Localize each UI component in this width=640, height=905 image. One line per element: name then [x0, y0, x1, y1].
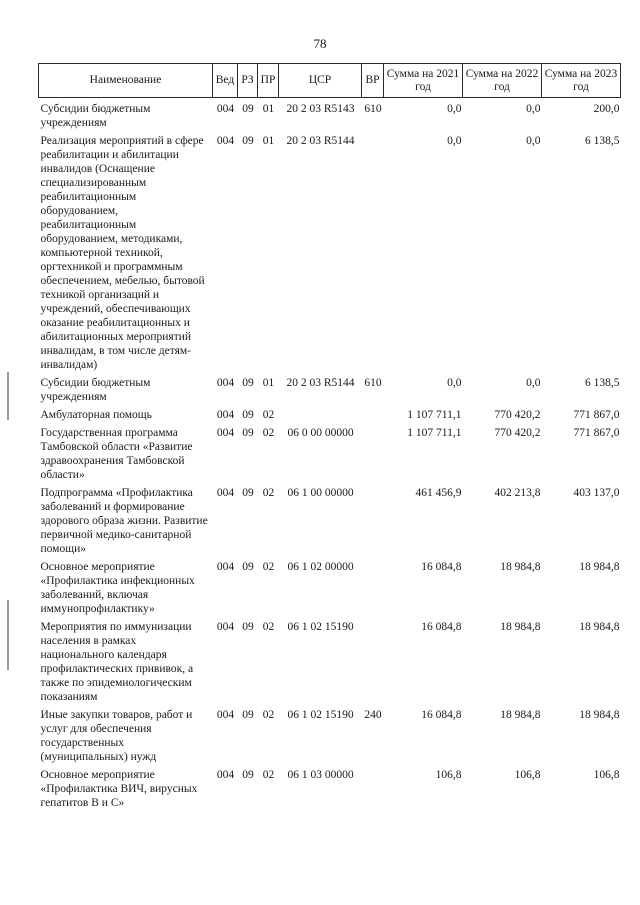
row-rz: 09	[242, 377, 254, 389]
row-csr: 06 0 00 00000	[287, 427, 354, 439]
row-csr: 20 2 03 R5144	[286, 377, 355, 389]
row-vr: 240	[364, 709, 382, 721]
row-vr	[362, 404, 384, 422]
table-row	[39, 556, 621, 616]
row-sum-2021: 106,8	[435, 769, 462, 781]
row-pr: 01	[262, 103, 275, 115]
row-sum-2021: 0,0	[447, 135, 462, 147]
header-name: Наименование	[39, 64, 213, 98]
row-pr: 02	[262, 427, 275, 439]
row-sum-2022: 402 213,8	[494, 487, 541, 499]
row-csr: 06 1 02 15190	[287, 709, 354, 721]
table-row	[39, 704, 621, 764]
table-row	[39, 98, 621, 131]
row-ved: 004	[216, 427, 235, 439]
row-sum-2021: 1 107 711,1	[407, 427, 462, 439]
header-ved: Вед	[213, 64, 238, 98]
row-rz: 09	[242, 561, 254, 573]
row-sum-2022: 18 984,8	[500, 561, 541, 573]
row-sum-2022: 18 984,8	[500, 621, 541, 633]
row-name: Мероприятия по иммунизации населения в рамках национального календаря профилактических прививок, а также по эпидемиологическим показаниям	[40, 621, 194, 703]
margin-scan-mark	[7, 372, 9, 420]
row-rz: 09	[242, 135, 254, 147]
budget-table	[38, 63, 621, 810]
row-name: Основное мероприятие «Профилактика ВИЧ, вирусных гепатитов В и С»	[40, 769, 198, 809]
row-sum-2021: 461 456,9	[415, 487, 462, 499]
row-vr	[362, 130, 384, 372]
row-vr: 610	[364, 377, 382, 389]
row-name: Основное мероприятие «Профилактика инфекционных заболеваний, включая иммунопрофилактику»	[40, 561, 195, 615]
header-vr: ВР	[362, 64, 384, 98]
row-sum-2022: 18 984,8	[500, 709, 541, 721]
row-name: Иные закупки товаров, работ и услуг для обеспечения государственных (муниципальных) нужд	[40, 709, 193, 763]
table-row	[39, 616, 621, 704]
row-sum-2022: 770 420,2	[494, 409, 541, 421]
row-ved: 004	[216, 709, 235, 721]
row-sum-2023: 18 984,8	[579, 621, 620, 633]
row-rz: 09	[242, 427, 254, 439]
margin-scan-mark	[7, 600, 9, 670]
header-sum-2021: Сумма на 2021 год	[384, 64, 463, 98]
row-ved: 004	[216, 487, 235, 499]
row-sum-2023: 18 984,8	[579, 709, 620, 721]
row-pr: 01	[262, 135, 275, 147]
row-pr: 02	[262, 769, 275, 781]
row-ved: 004	[216, 103, 235, 115]
row-pr: 01	[262, 377, 275, 389]
row-vr	[362, 482, 384, 556]
header-csr: ЦСР	[279, 64, 362, 98]
row-sum-2021: 1 107 711,1	[407, 409, 462, 421]
row-csr: 20 2 03 R5143	[286, 103, 355, 115]
row-vr	[362, 764, 384, 810]
row-sum-2021: 0,0	[447, 103, 462, 115]
row-sum-2023: 6 138,5	[585, 377, 620, 389]
row-pr: 02	[262, 709, 275, 721]
table-row	[39, 372, 621, 404]
row-sum-2022: 0,0	[526, 135, 541, 147]
row-vr	[362, 616, 384, 704]
row-name: Подпрограмма «Профилактика заболеваний и формирование здорового образа жизни. Развитие первичной медико-санитарной помощи»	[40, 487, 208, 555]
row-sum-2023: 771 867,0	[573, 427, 620, 439]
table-row	[39, 764, 621, 810]
row-sum-2023: 403 137,0	[573, 487, 620, 499]
row-name: Реализация мероприятий в сфере реабилитации и абилитации инвалидов (Оснащение специализированным реабилитационным оборудованием, реабилитационным оборудованием, методиками, компьютерной техникой, оргтехникой и программным обеспечением, мебелью, бытовой техникой организаций и учреждений, обеспечивающих оказание реабилитационных и абилитационных мероприятий инвалидам, в том числе детям-инвалидам)	[40, 135, 205, 371]
row-rz: 09	[242, 409, 254, 421]
header-pr: ПР	[258, 64, 279, 98]
row-name: Государственная программа Тамбовской области «Развитие здравоохранения Тамбовской области»	[40, 427, 193, 481]
row-sum-2021: 16 084,8	[421, 709, 462, 721]
row-sum-2022: 770 420,2	[494, 427, 541, 439]
row-ved: 004	[216, 621, 235, 633]
row-pr: 02	[262, 487, 275, 499]
table-row	[39, 422, 621, 482]
row-sum-2023: 200,0	[593, 103, 620, 115]
row-sum-2022: 0,0	[526, 103, 541, 115]
row-sum-2021: 0,0	[447, 377, 462, 389]
header-sum-2022: Сумма на 2022 год	[463, 64, 542, 98]
row-csr: 06 1 02 00000	[287, 561, 354, 573]
table-row	[39, 130, 621, 372]
row-name: Амбулаторная помощь	[40, 409, 152, 421]
row-vr	[362, 422, 384, 482]
row-sum-2023: 18 984,8	[579, 561, 620, 573]
header-sum-2023: Сумма на 2023 год	[542, 64, 621, 98]
row-vr: 610	[364, 103, 382, 115]
row-ved: 004	[216, 377, 235, 389]
table-row	[39, 404, 621, 422]
row-rz: 09	[242, 621, 254, 633]
row-rz: 09	[242, 709, 254, 721]
row-ved: 004	[216, 409, 235, 421]
header-rz: РЗ	[238, 64, 258, 98]
row-rz: 09	[242, 103, 254, 115]
row-sum-2023: 6 138,5	[585, 135, 620, 147]
row-sum-2022: 106,8	[514, 769, 541, 781]
row-csr: 06 1 03 00000	[287, 769, 354, 781]
page-number: 78	[313, 36, 327, 51]
row-sum-2023: 771 867,0	[573, 409, 620, 421]
row-sum-2022: 0,0	[526, 377, 541, 389]
row-sum-2021: 16 084,8	[421, 561, 462, 573]
row-sum-2021: 16 084,8	[421, 621, 462, 633]
row-csr	[279, 404, 362, 422]
row-csr: 06 1 00 00000	[287, 487, 354, 499]
table-row	[39, 482, 621, 556]
row-sum-2023: 106,8	[593, 769, 620, 781]
row-ved: 004	[216, 769, 235, 781]
row-rz: 09	[242, 487, 254, 499]
row-csr: 20 2 03 R5144	[286, 135, 355, 147]
row-csr: 06 1 02 15190	[287, 621, 354, 633]
row-name: Субсидии бюджетным учреждениям	[40, 103, 151, 129]
row-rz: 09	[242, 769, 254, 781]
row-vr	[362, 556, 384, 616]
row-ved: 004	[216, 135, 235, 147]
row-ved: 004	[216, 561, 235, 573]
table-header-row	[39, 64, 621, 98]
row-pr: 02	[262, 621, 275, 633]
row-pr: 02	[262, 561, 275, 573]
row-name: Субсидии бюджетным учреждениям	[40, 377, 151, 403]
row-pr: 02	[262, 409, 275, 421]
